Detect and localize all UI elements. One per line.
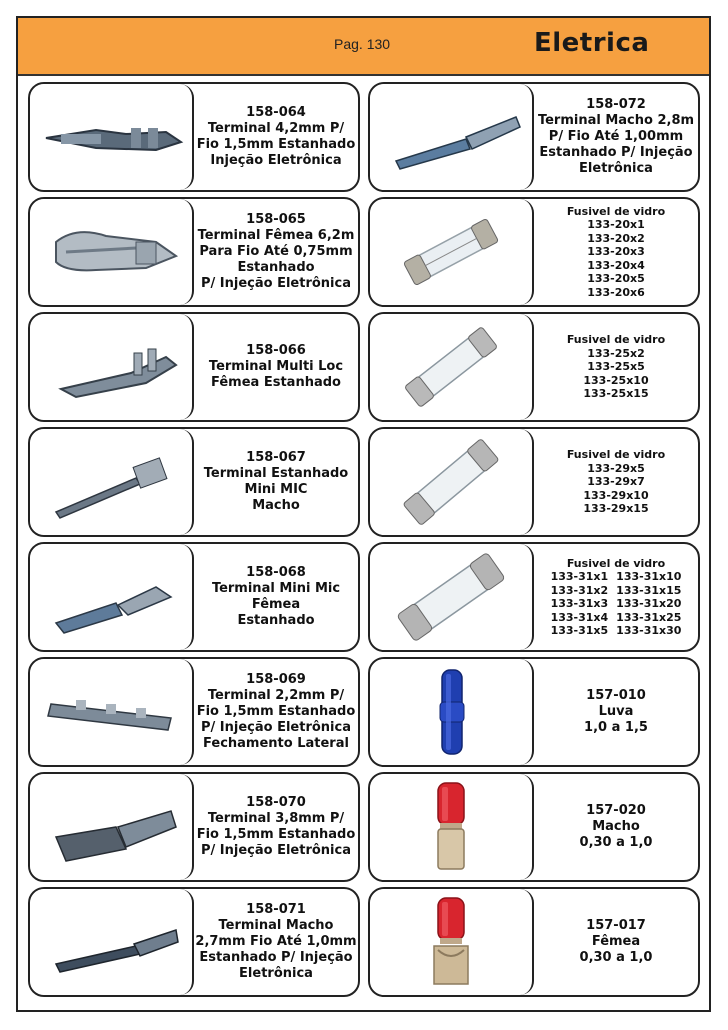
product-image bbox=[370, 659, 534, 765]
product-desc-line: Mini MIC bbox=[244, 482, 308, 497]
product-image bbox=[370, 429, 534, 535]
product-image bbox=[30, 429, 194, 535]
product-text bbox=[194, 84, 358, 190]
product-desc-line: Fio 1,5mm Estanhado bbox=[196, 827, 356, 842]
product-desc-line: 1,0 a 1,5 bbox=[584, 720, 648, 735]
product-code: 158-070 bbox=[246, 795, 306, 810]
product-image bbox=[30, 199, 194, 305]
product-text bbox=[534, 659, 698, 765]
terminal-icon bbox=[36, 327, 186, 407]
product-text bbox=[194, 544, 358, 650]
terminal-icon bbox=[36, 787, 186, 867]
product-card-fuse-133-31 bbox=[368, 542, 700, 652]
product-card-158-066 bbox=[28, 312, 360, 422]
product-card-157-020 bbox=[368, 772, 700, 882]
product-card-fuse-133-29 bbox=[368, 427, 700, 537]
product-code: 157-010 bbox=[586, 688, 646, 703]
glass-fuse-icon bbox=[376, 552, 526, 642]
fuse-code: 133-20x1 bbox=[587, 218, 645, 232]
fuse-code: 133-31x2 bbox=[550, 583, 609, 597]
male-spade-terminal-icon bbox=[376, 777, 526, 877]
fuse-code: 133-31x10 bbox=[616, 570, 682, 583]
terminal-icon bbox=[36, 102, 186, 172]
product-desc-line: Terminal Fêmea 6,2m bbox=[197, 228, 355, 243]
product-image bbox=[30, 889, 194, 995]
product-desc-line: Fio 1,5mm Estanhado bbox=[196, 137, 356, 152]
product-code: 158-066 bbox=[246, 343, 306, 358]
fuse-title: Fusivel de vidro bbox=[566, 204, 666, 218]
product-desc-line: 2,7mm Fio Até 1,0mm bbox=[195, 934, 357, 949]
fuse-code: 133-31x3 bbox=[550, 597, 609, 610]
product-text bbox=[194, 314, 358, 420]
product-card-157-010 bbox=[368, 657, 700, 767]
product-card-158-067 bbox=[28, 427, 360, 537]
product-desc-line: Luva bbox=[598, 704, 634, 719]
product-image bbox=[30, 544, 194, 650]
glass-fuse-icon bbox=[376, 437, 526, 527]
product-image bbox=[370, 774, 534, 880]
product-code: 158-067 bbox=[246, 450, 306, 465]
product-desc-line: Estanhado P/ Injeção bbox=[539, 145, 693, 160]
product-desc-line: Estanhado P/ Injeção bbox=[199, 950, 353, 965]
product-image bbox=[370, 199, 534, 305]
terminal-icon bbox=[36, 442, 186, 522]
fuse-code: 133-31x25 bbox=[616, 610, 682, 624]
product-code: 157-017 bbox=[586, 918, 646, 933]
product-desc-line: Fêmea bbox=[591, 934, 641, 949]
product-desc-line: Macho bbox=[592, 819, 640, 834]
product-card-158-065 bbox=[28, 197, 360, 307]
product-image bbox=[30, 314, 194, 420]
fuse-code: 133-20x5 bbox=[587, 272, 645, 286]
product-desc-line: 0,30 a 1,0 bbox=[579, 835, 653, 850]
product-desc-line: Fêmea Estanhado bbox=[211, 375, 341, 390]
product-card-158-068 bbox=[28, 542, 360, 652]
fuse-code: 133-29x15 bbox=[583, 502, 649, 516]
product-desc-line: Fêmea bbox=[251, 597, 301, 612]
product-code: 158-065 bbox=[246, 212, 306, 227]
product-text bbox=[194, 659, 358, 765]
product-code: 158-069 bbox=[246, 672, 306, 687]
terminal-icon bbox=[376, 97, 526, 177]
product-desc-line: P/ Injeção Eletrônica bbox=[200, 720, 351, 735]
female-spade-terminal-icon bbox=[376, 892, 526, 992]
fuse-code: 133-25x5 bbox=[587, 360, 645, 374]
terminal-icon bbox=[36, 902, 186, 982]
product-card-fuse-133-20 bbox=[368, 197, 700, 307]
butt-splice-icon bbox=[376, 662, 526, 762]
product-text bbox=[534, 774, 698, 880]
product-desc-line: Estanhado bbox=[237, 613, 315, 628]
product-text bbox=[534, 889, 698, 995]
product-card-158-069 bbox=[28, 657, 360, 767]
product-text bbox=[194, 889, 358, 995]
product-text bbox=[534, 429, 698, 535]
fuse-title: Fusivel de vidro bbox=[566, 333, 666, 347]
fuse-code: 133-31x4 bbox=[550, 610, 609, 624]
product-text bbox=[534, 199, 698, 305]
product-code: 158-071 bbox=[246, 902, 306, 917]
product-code: 158-068 bbox=[246, 565, 306, 580]
product-desc-line: P/ Injeção Eletrônica bbox=[200, 843, 351, 858]
product-desc-line: Terminal Mini Mic bbox=[211, 581, 341, 596]
fuse-code: 133-20x2 bbox=[587, 231, 645, 245]
product-desc-line: Estanhado bbox=[237, 260, 315, 275]
fuse-code-grid bbox=[551, 570, 682, 638]
fuse-title: Fusivel de vidro bbox=[566, 556, 666, 570]
fuse-code: 133-20x6 bbox=[587, 285, 645, 299]
page-number: Pag. 130 bbox=[334, 36, 391, 52]
product-text bbox=[534, 544, 698, 650]
fuse-code: 133-29x7 bbox=[587, 475, 645, 489]
terminal-icon bbox=[36, 557, 186, 637]
fuse-code: 133-25x2 bbox=[587, 346, 645, 360]
product-desc-line: Para Fio Até 0,75mm bbox=[199, 244, 353, 259]
product-code: 157-020 bbox=[586, 803, 646, 818]
product-desc-line: Eletrônica bbox=[239, 966, 313, 981]
product-image bbox=[370, 889, 534, 995]
product-image bbox=[30, 774, 194, 880]
fuse-code: 133-29x5 bbox=[587, 461, 645, 475]
terminal-icon bbox=[36, 212, 186, 292]
product-desc-line: Fechamento Lateral bbox=[203, 736, 349, 751]
fuse-code: 133-25x15 bbox=[583, 387, 649, 401]
product-desc-line: Terminal Macho bbox=[218, 918, 334, 933]
product-text bbox=[194, 199, 358, 305]
fuse-code: 133-31x5 bbox=[550, 624, 609, 637]
fuse-code: 133-20x3 bbox=[587, 245, 645, 259]
product-card-158-064 bbox=[28, 82, 360, 192]
product-code: 158-072 bbox=[586, 97, 646, 112]
product-text bbox=[194, 429, 358, 535]
catalog-page bbox=[16, 16, 711, 1012]
product-card-fuse-133-25 bbox=[368, 312, 700, 422]
fuse-title: Fusivel de vidro bbox=[566, 448, 666, 462]
fuse-code: 133-31x15 bbox=[616, 583, 682, 597]
product-text bbox=[534, 314, 698, 420]
glass-fuse-icon bbox=[376, 207, 526, 297]
page-title: Eletrica bbox=[534, 28, 650, 58]
product-desc-line: Eletrônica bbox=[579, 161, 653, 176]
fuse-code: 133-31x1 bbox=[550, 570, 609, 583]
product-desc-line: Injeção Eletrônica bbox=[210, 153, 342, 168]
product-desc-line: Terminal 2,2mm P/ bbox=[207, 688, 345, 703]
terminal-icon bbox=[36, 672, 186, 752]
product-image bbox=[370, 314, 534, 420]
product-image bbox=[30, 84, 194, 190]
product-desc-line: P/ Injeção Eletrônica bbox=[200, 276, 351, 291]
product-desc-line: Terminal 4,2mm P/ bbox=[207, 121, 345, 136]
fuse-code: 133-31x20 bbox=[616, 597, 682, 610]
fuse-code: 133-20x4 bbox=[587, 258, 645, 272]
product-card-158-072 bbox=[368, 82, 700, 192]
product-card-158-070 bbox=[28, 772, 360, 882]
product-card-157-017 bbox=[368, 887, 700, 997]
product-desc-line: Terminal Multi Loc bbox=[208, 359, 344, 374]
product-desc-line: Terminal Estanhado bbox=[203, 466, 349, 481]
product-desc-line: 0,30 a 1,0 bbox=[579, 950, 653, 965]
product-desc-line: Fio 1,5mm Estanhado bbox=[196, 704, 356, 719]
product-code: 158-064 bbox=[246, 105, 306, 120]
product-card-158-071 bbox=[28, 887, 360, 997]
product-image bbox=[30, 659, 194, 765]
product-text bbox=[194, 774, 358, 880]
fuse-code: 133-25x10 bbox=[583, 373, 649, 387]
fuse-code: 133-29x10 bbox=[583, 488, 649, 502]
product-text bbox=[534, 84, 698, 190]
product-desc-line: Terminal Macho 2,8m bbox=[537, 113, 695, 128]
product-desc-line: P/ Fio Até 1,00mm bbox=[548, 129, 684, 144]
product-image bbox=[370, 544, 534, 650]
glass-fuse-icon bbox=[376, 322, 526, 412]
product-desc-line: Terminal 3,8mm P/ bbox=[207, 811, 345, 826]
product-image bbox=[370, 84, 534, 190]
product-desc-line: Macho bbox=[252, 498, 300, 513]
page-header bbox=[18, 18, 709, 76]
fuse-code: 133-31x30 bbox=[616, 624, 682, 637]
